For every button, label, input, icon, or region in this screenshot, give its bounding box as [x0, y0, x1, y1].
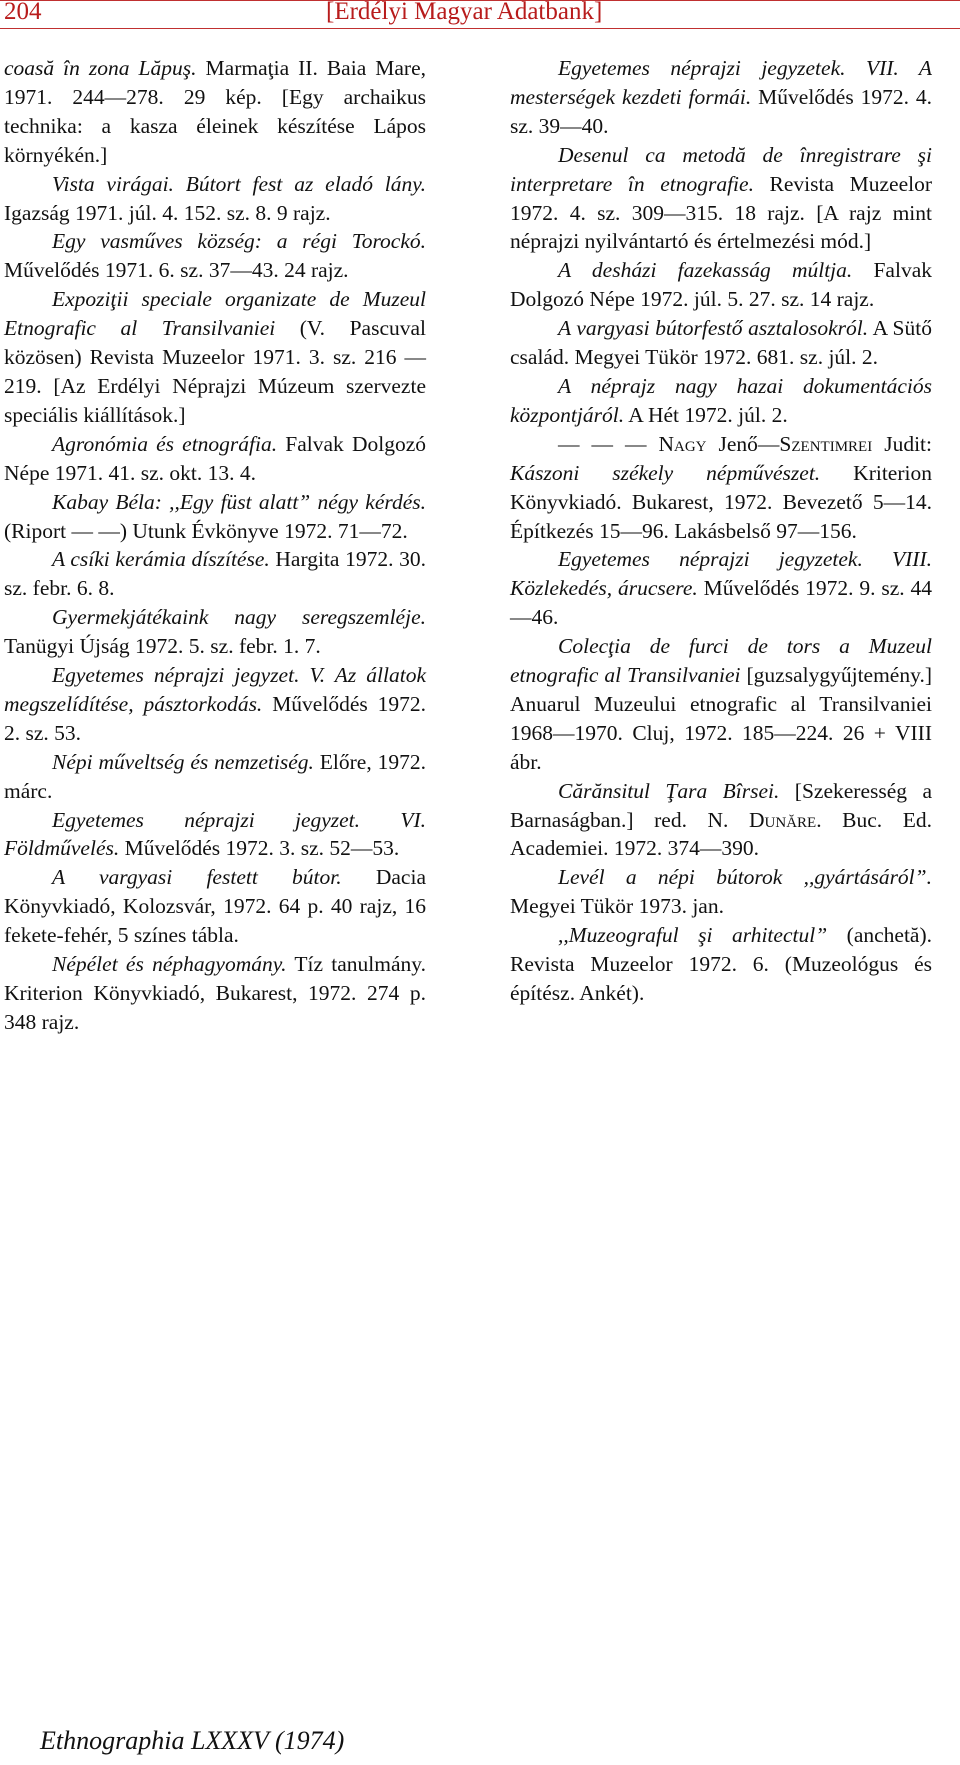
author-name: Nagy	[658, 431, 707, 456]
source-label: [Erdélyi Magyar Adatbank]	[326, 0, 603, 25]
bibliography-entry	[510, 372, 932, 430]
entry-title: A vargyasi bútorfestő asztalosokról.	[558, 316, 869, 341]
bibliography-entry	[510, 141, 932, 257]
entry-title: Népi műveltség és nemzetiség.	[52, 749, 314, 774]
bibliography-entry	[4, 285, 426, 430]
entry-details: Művelődés 1972. 9. sz. 44—46.	[510, 576, 932, 630]
page-number: 204	[4, 0, 42, 25]
bibliography-entry	[510, 314, 932, 372]
entry-details: Revista Muzeelor 1972. 4. sz. 309—315. 18 rajz. [A rajz mint néprajzi nyilvántartó és értelmezési mód.]	[510, 171, 932, 254]
entry-details: [Szekeresség a Barnaságban.] red. N.	[510, 778, 932, 832]
entry-details: Előre, 1972. márc.	[4, 749, 426, 803]
entry-details: Tíz tanulmány. Kriterion Könyvkiadó, Bukarest, 1972. 274 p. 348 rajz.	[4, 952, 427, 1034]
entry-details: Jenő—	[706, 431, 780, 456]
entry-details: Kriterion Könyvkiadó. Bukarest, 1972. Bevezető 5—14. Építkezés 15—96. Lakásbelső 97—156.	[510, 460, 932, 543]
entry-details: Igazság 1971. júl. 4. 152. sz. 8. 9 rajz.	[4, 200, 331, 225]
entry-title: Desenul ca metodă de înregistrare şi interpretare în etnografie.	[510, 142, 932, 196]
bibliography-entry	[4, 863, 426, 950]
entry-details: Marmaţia II. Baia Mare, 1971. 244—278. 29 kép. [Egy archaikus technika: a kasza éleinek készítése Lápos környékén.]	[4, 56, 427, 167]
bibliography-entry	[4, 488, 426, 546]
header-bottom-rule	[0, 28, 960, 29]
entry-details: Falvak Dolgozó Népe 1971. 41. sz. okt. 13. 4.	[4, 431, 426, 485]
right-column	[510, 54, 932, 1008]
entry-title: Egyetemes néprajzi jegyzetek. VIII. Közlekedés, árucsere.	[510, 547, 932, 601]
bibliography-entry	[510, 430, 932, 546]
entry-details: Tanügyi Újság 1972. 5. sz. febr. 1. 7.	[4, 634, 321, 659]
bibliography-entry	[510, 863, 932, 921]
entry-title: Kászoni székely népművészet.	[510, 460, 821, 485]
left-column	[4, 54, 426, 1037]
entry-title: Egyetemes néprajzi jegyzet. V. Az állatok megszelídítése, pásztorkodás.	[4, 663, 426, 716]
entry-details: Megyei Tükör 1973. jan.	[510, 894, 724, 919]
entry-title: A néprajz nagy hazai dokumentációs központjáról.	[510, 373, 932, 427]
entry-details: Művelődés 1972. 4. sz. 39—40.	[510, 84, 932, 138]
entry-details: . Buc. Ed. Academiei. 1972. 374—390.	[510, 807, 932, 861]
entry-details: (V. Pascuval közösen) Revista Muzeelor 1971. 3. sz. 216 — 219. [Az Erdélyi Néprajzi Múzeum szervezte speciális kiállítások.]	[4, 316, 427, 427]
entry-title: A csíki kerámia díszítése.	[52, 547, 270, 572]
entry-title: Expoziţii speciale organizate de Muzeul Etnografic al Transilvaniei	[4, 287, 426, 341]
bibliography-entry	[4, 748, 426, 806]
bibliography-entry	[4, 950, 426, 1037]
entry-title: Colecţia de furci de tors a Muzeul etnografic al Transilvaniei	[510, 634, 932, 688]
entry-details: Dacia Könyvkiadó, Kolozsvár, 1972. 64 p. 40 rajz, 16 fekete-fehér, 5 színes tábla.	[4, 865, 426, 948]
author-name: Szentimrei	[779, 431, 873, 456]
entry-details: Művelődés 1971. 6. sz. 37—43. 24 rajz.	[4, 258, 349, 283]
bibliography-entry	[510, 54, 932, 141]
bibliography-entry	[510, 632, 932, 777]
entry-title: Agronómia és etnográfia.	[52, 431, 278, 456]
bibliography-entry	[4, 54, 426, 170]
bibliography-entry	[4, 603, 426, 661]
entry-details: A Hét 1972. júl. 2.	[624, 402, 788, 427]
entry-title: A vargyasi festett bútor.	[52, 865, 342, 890]
bibliography-entry	[4, 661, 426, 748]
entry-details: — — —	[558, 431, 659, 456]
author-name: Dunăre	[749, 807, 817, 832]
entry-title: Levél a népi bútorok ,,gyártásáról”.	[558, 865, 932, 890]
entry-details: Művelődés 1972. 3. sz. 52—53.	[119, 836, 400, 861]
entry-title: A desházi fazekasság múltja.	[558, 258, 853, 283]
entry-title: Vista virágai. Bútort fest az eladó lány.	[52, 171, 426, 196]
entry-title: Gyermekjátékaink nagy seregszemléje.	[52, 605, 426, 630]
bibliography-entry	[510, 921, 932, 1008]
entry-details: (anchetă). Revista Muzeelor 1972. 6. (Muzeológus és építész. Ankét).	[510, 923, 933, 1005]
bibliography-entry	[4, 430, 426, 488]
entry-title: ,,Muzeograful şi arhitectul”	[558, 923, 828, 948]
entry-details: (Riport — —) Utunk Évkönyve 1972. 71—72.	[4, 518, 408, 543]
entry-details: A Sütő család. Megyei Tükör 1972. 681. sz. júl. 2.	[510, 316, 932, 370]
entry-title: Népélet és néphagyomány.	[52, 952, 287, 977]
entry-details: Művelődés 1972. 2. sz. 53.	[4, 691, 426, 745]
entry-title: Cărănsitul Ţara Bîrsei.	[558, 778, 780, 803]
entry-title: Kabay Béla: ,,Egy füst alatt” négy kérdés.	[52, 489, 426, 514]
bibliography-entry	[510, 545, 932, 632]
bibliography-entry	[4, 545, 426, 603]
entry-title: Egyetemes néprajzi jegyzet. VI. Földművelés.	[4, 807, 426, 861]
bibliography-entry	[4, 170, 426, 228]
bibliography-entry	[510, 777, 932, 864]
bibliography-entry	[4, 227, 426, 285]
entry-title: Egyetemes néprajzi jegyzetek. VII. A mesterségek kezdeti formái.	[510, 56, 932, 109]
bibliography-entry	[510, 256, 932, 314]
bibliography-entry	[4, 806, 426, 864]
entry-details: [guzsalygyűjtemény.] Anuarul Muzeului etnografic al Transilvaniei 1968—1970. Cluj, 1972. 185—224. 26 + VIII ábr.	[510, 663, 932, 774]
entry-title: Egy vasműves község: a régi Torockó.	[52, 229, 426, 254]
entry-details: Hargita 1972. 30. sz. febr. 6. 8.	[4, 547, 426, 601]
entry-details: Falvak Dolgozó Népe 1972. júl. 5. 27. sz. 14 rajz.	[510, 258, 932, 312]
journal-footer: Ethnographia LXXXV (1974)	[40, 1726, 345, 1755]
entry-details: Judit:	[872, 431, 932, 456]
entry-title: coasă în zona Lăpuş.	[4, 56, 197, 80]
